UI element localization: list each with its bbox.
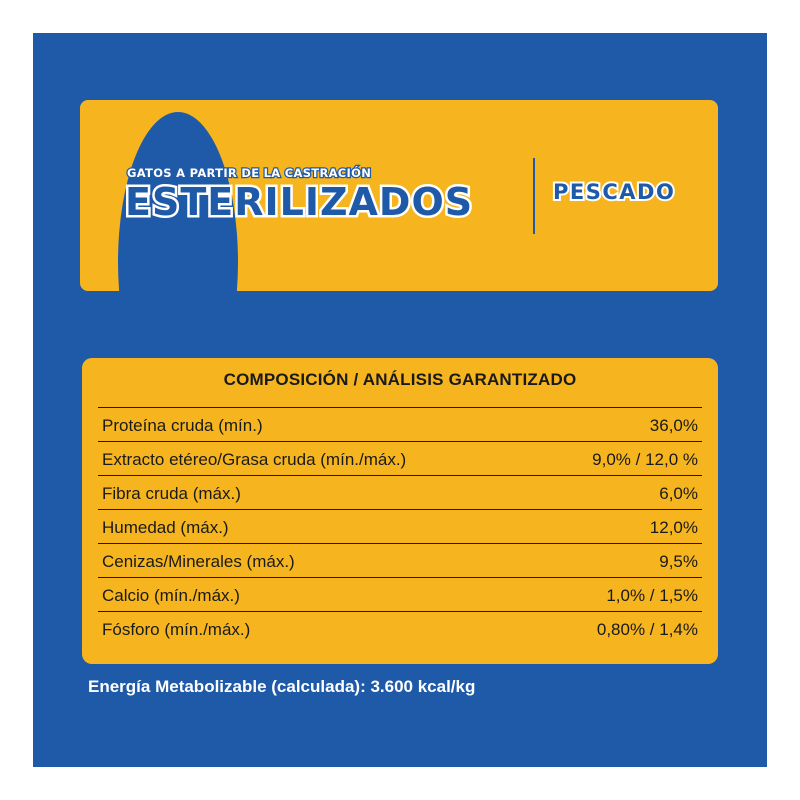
banner-title: ESTERILIZADOS bbox=[125, 180, 474, 224]
row-label: Humedad (máx.) bbox=[102, 518, 229, 537]
table-row bbox=[98, 510, 702, 544]
row-value: 36,0% bbox=[649, 416, 698, 435]
composition-rows bbox=[98, 407, 702, 646]
banner-flavor: PESCADO bbox=[553, 180, 676, 204]
row-value: 1,0% / 1,5% bbox=[606, 586, 698, 605]
row-label: Extracto etéreo/Grasa cruda (mín./máx.) bbox=[102, 450, 407, 469]
row-value: 9,5% bbox=[659, 552, 698, 571]
table-row bbox=[98, 612, 702, 646]
row-value: 6,0% bbox=[659, 484, 698, 503]
table-row bbox=[98, 408, 702, 442]
table-row bbox=[98, 476, 702, 510]
row-label: Cenizas/Minerales (máx.) bbox=[102, 552, 295, 571]
banner-divider bbox=[533, 158, 535, 234]
row-label: Calcio (mín./máx.) bbox=[102, 586, 240, 605]
banner-subtitle: GATOS A PARTIR DE LA CASTRACIÓN bbox=[127, 166, 372, 180]
composition-title-text: COMPOSICIÓN / ANÁLISIS GARANTIZADO bbox=[223, 370, 577, 389]
table-row bbox=[98, 544, 702, 578]
row-value: 0,80% / 1,4% bbox=[596, 620, 698, 639]
row-label: Fósforo (mín./máx.) bbox=[102, 620, 251, 639]
energy-note: Energía Metabolizable (calculada): 3.600 kcal/kg bbox=[88, 677, 476, 696]
row-label: Proteína cruda (mín.) bbox=[102, 416, 263, 435]
table-row bbox=[98, 578, 702, 612]
table-row bbox=[98, 442, 702, 476]
composition-title bbox=[0, 370, 800, 390]
row-value: 12,0% bbox=[649, 518, 698, 537]
row-value: 9,0% / 12,0 % bbox=[592, 450, 698, 469]
row-label: Fibra cruda (máx.) bbox=[102, 484, 241, 503]
